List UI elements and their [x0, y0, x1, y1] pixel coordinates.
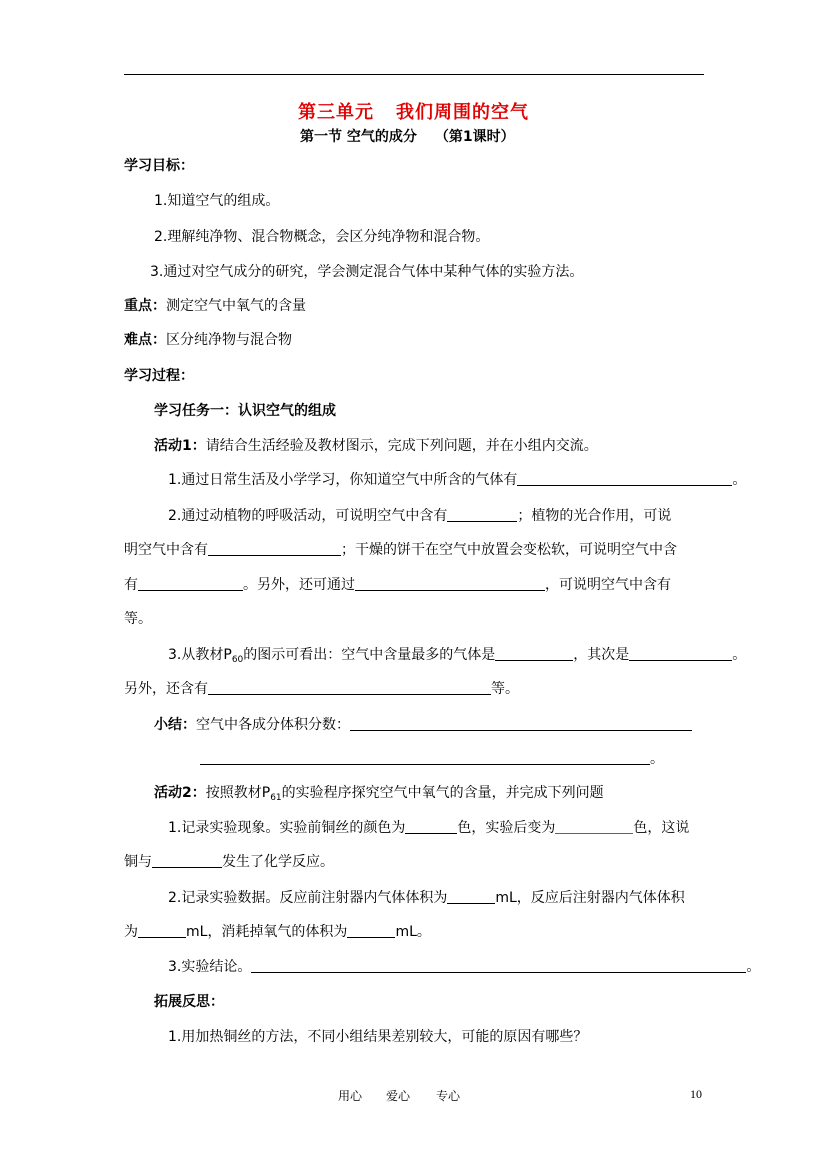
answer-blank[interactable]: [347, 923, 395, 938]
answer-blank[interactable]: [447, 889, 495, 904]
activity1-q2-line4: 等。: [124, 611, 152, 627]
activity1-q1: 1.通过日常生活及小学学习，你知道空气中所含的气体有 。: [168, 472, 747, 488]
difficulty: 难点：区分纯净物与混合物: [124, 332, 292, 348]
activity2-q3: 3.实验结论。 。: [168, 959, 761, 975]
answer-blank[interactable]: [200, 750, 650, 765]
answer-blank[interactable]: [251, 958, 746, 973]
objective-item: 2.理解纯净物、混合物概念，会区分纯净物和混合物。: [154, 229, 490, 245]
activity1-q2-line1: 2.通过动植物的呼吸活动，可说明空气中含有 ；植物的光合作用，可说: [168, 508, 672, 524]
activity2-q1-line2: 铜与 发生了化学反应。: [124, 854, 334, 870]
answer-blank[interactable]: [629, 646, 732, 661]
objective-item: 1.知道空气的组成。: [154, 193, 280, 209]
summary-line1: 小结：空气中各成分体积分数：: [154, 716, 692, 734]
reflection-heading: 拓展反思：: [154, 994, 224, 1010]
answer-blank[interactable]: [555, 819, 633, 834]
reflection-q1: 1.用加热铜丝的方法，不同小组结果差别较大，可能的原因有哪些？: [168, 1029, 588, 1045]
answer-blank[interactable]: [138, 576, 243, 591]
answer-blank[interactable]: [152, 853, 222, 868]
objectives-heading: 学习目标：: [124, 158, 194, 174]
activity2-intro: 活动2：按照教材$P_{61}$的实验程序探究空气中氧气的含量，并完成下列问题: [154, 785, 604, 803]
footer-motto: 用心: [338, 1089, 363, 1103]
summary-line2: 。: [200, 750, 664, 768]
activity1-q2-line2: 明空气中含有 ；干燥的饼干在空气中放置会变松软，可说明空气中含: [124, 542, 677, 558]
page-number: 10: [690, 1087, 702, 1101]
answer-blank[interactable]: [495, 646, 573, 661]
answer-blank[interactable]: [350, 716, 692, 731]
activity1-q3-line1: 3.从教材$P_{60}$的图示可看出：空气中含量最多的气体是 ，其次是 。: [168, 647, 747, 665]
answer-blank[interactable]: [517, 471, 732, 486]
activity1-q2-line3: 有 。另外，还可通过 ，可说明空气中含有: [124, 577, 671, 593]
objective-item: 3.通过对空气成分的研究，学会测定混合气体中某种气体的实验方法。: [150, 264, 584, 280]
activity2-q2-line1: 2.记录实验数据。反应前注射器内气体体积为 mL，反应后注射器内气体体积: [168, 890, 685, 906]
process-heading: 学习过程：: [124, 368, 194, 384]
footer-motto: 爱心: [386, 1089, 411, 1103]
activity1-intro: 活动1：请结合生活经验及教材图示，完成下列问题，并在小组内交流。: [154, 438, 598, 454]
footer-motto: 专心: [436, 1089, 461, 1103]
answer-blank[interactable]: [208, 541, 341, 556]
answer-blank[interactable]: [447, 507, 517, 522]
section-subtitle: 第一节 空气的成分 （第1课时）: [300, 129, 515, 145]
answer-blank[interactable]: [208, 680, 491, 695]
answer-blank[interactable]: [138, 923, 186, 938]
key-point: 重点：测定空气中氧气的含量: [124, 298, 306, 314]
task1-heading: 学习任务一：认识空气的组成: [154, 403, 336, 419]
answer-blank[interactable]: [355, 576, 545, 591]
header-rule: [124, 74, 704, 75]
activity2-q2-line2: 为 mL，消耗掉氧气的体积为 mL。: [124, 924, 431, 940]
page-title: 第三单元 我们周围的空气: [298, 102, 529, 123]
activity2-q1-line1: 1.记录实验现象。实验前铜丝的颜色为 色，实验后变为 色，这说: [168, 820, 690, 836]
activity1-q3-line2: 另外，还含有 等。: [124, 681, 519, 697]
answer-blank[interactable]: [405, 819, 457, 834]
